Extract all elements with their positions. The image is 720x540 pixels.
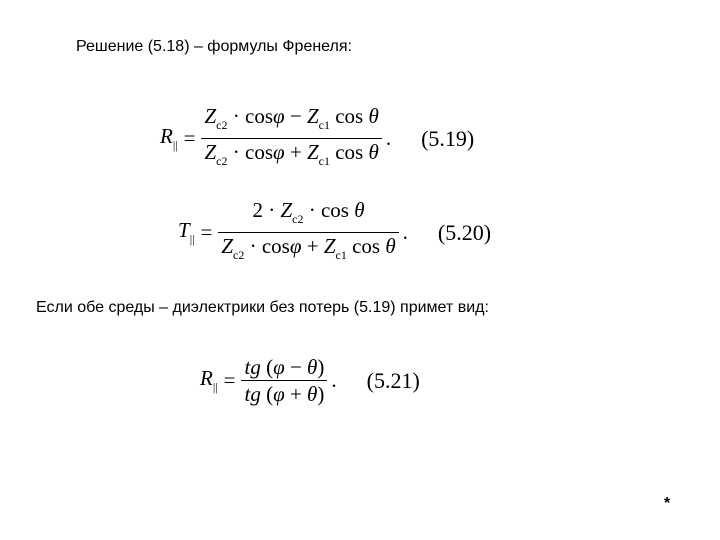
heading-lossless-dielectrics: Если обе среды – диэлектрики без потерь (5.19) примет вид: <box>36 299 489 316</box>
equation-5-21 <box>200 354 420 407</box>
eq-lhs: $R_{||}$ <box>200 366 218 394</box>
heading-fresnel-solution: Решение (5.18) – формулы Френеля: <box>76 38 352 55</box>
eq-denominator: tg (φ + θ) <box>244 382 325 406</box>
eq-period: . <box>331 368 337 392</box>
eq-denominator: $Z_{c2} \cdot \cos\varphi + Z_{c1}$ cos θ <box>204 140 379 168</box>
eq-period: . <box>402 220 408 244</box>
eq-lhs: $R_{||}$ <box>160 124 178 152</box>
eq-lhs: $T_{||}$ <box>178 218 195 246</box>
equation-number: (5.21) <box>366 367 420 393</box>
eq-denominator: $Z_{c2} \cdot \cos\varphi + Z_{c1}$ cos θ <box>221 234 396 262</box>
eq-numerator: $2 \cdot Z_{c2} \cdot \cos \theta$ <box>252 198 365 226</box>
eq-equals: = <box>183 126 196 150</box>
eq-fraction <box>218 197 398 268</box>
footer-asterisk: * <box>664 495 671 512</box>
equation-number: (5.20) <box>437 219 492 245</box>
equation-5-20 <box>178 197 491 268</box>
eq-equals: = <box>200 220 213 244</box>
eq-numerator: tg (φ − θ) <box>244 355 325 379</box>
eq-numerator: $Z_{c2} \cdot \cos\varphi - Z_{c1}$ cos θ <box>204 104 379 132</box>
eq-fraction <box>241 354 327 407</box>
equation-number: (5.19) <box>421 125 475 151</box>
equation-5-19 <box>160 103 474 174</box>
eq-period: . <box>385 126 392 150</box>
eq-fraction <box>201 103 381 174</box>
eq-equals: = <box>223 368 236 392</box>
